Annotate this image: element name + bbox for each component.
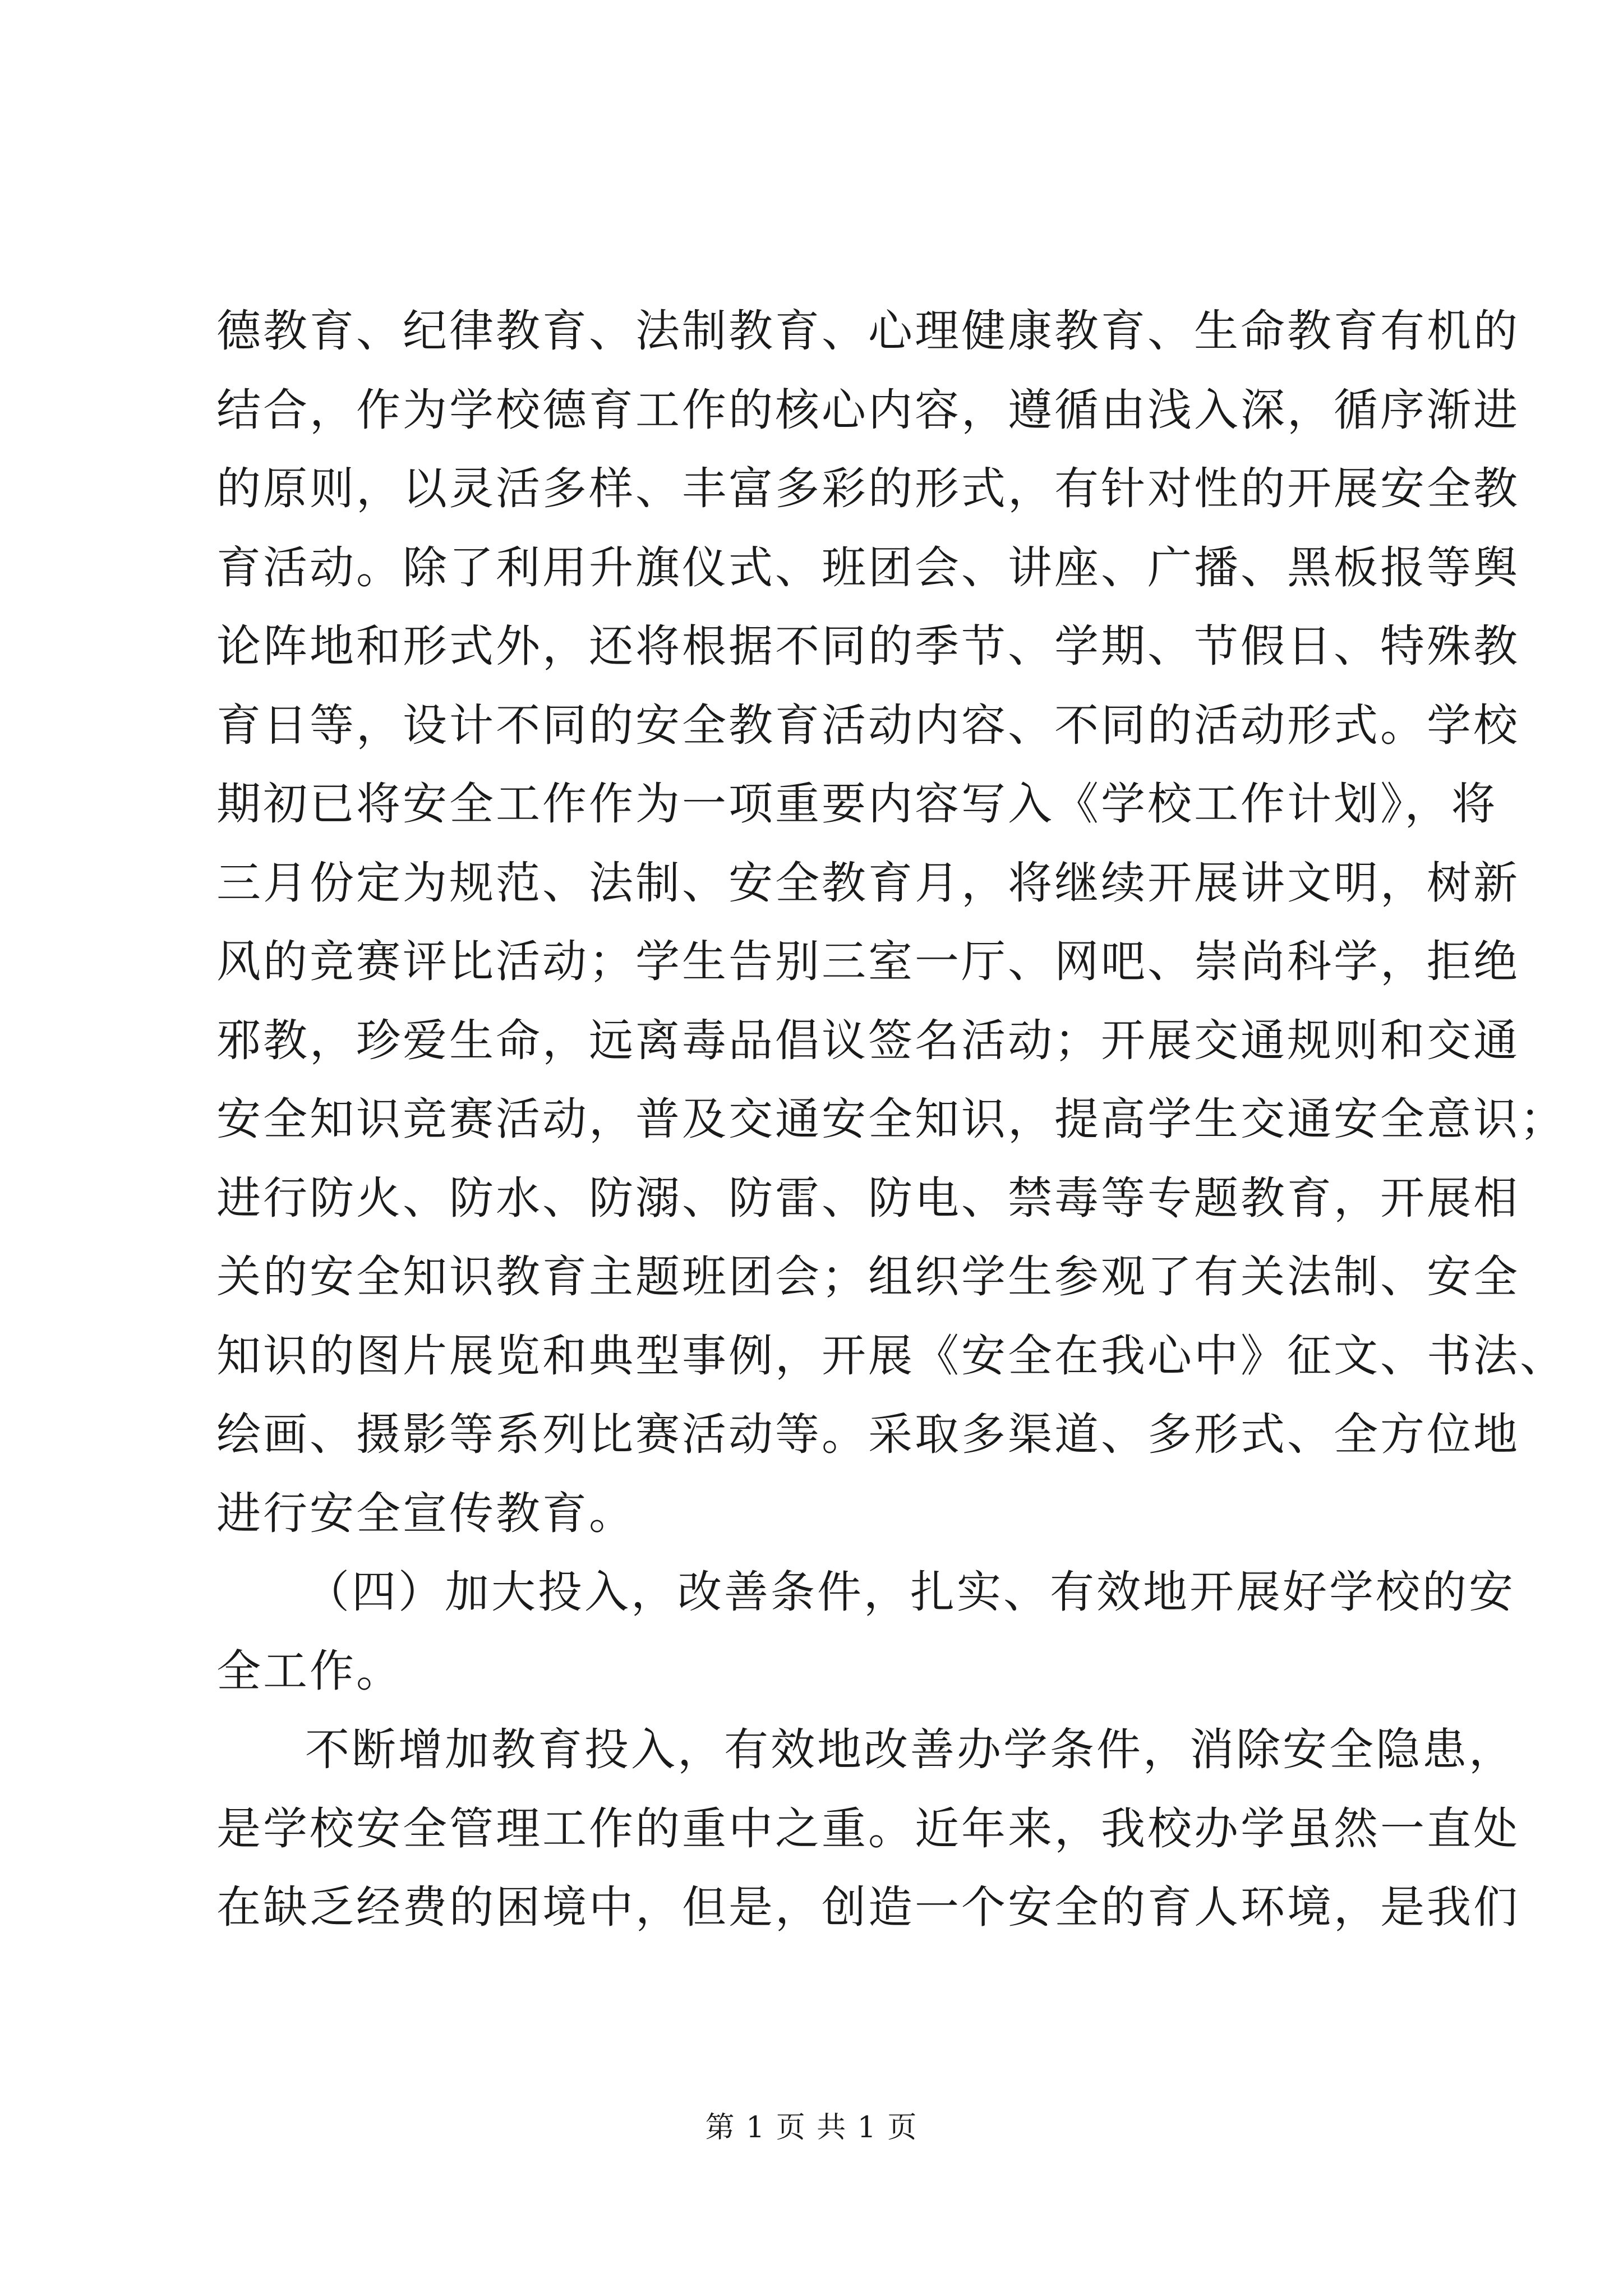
heading-line: （四）加大投入，改善条件，扎实、有效地开展好学校的安 xyxy=(305,1566,1515,1618)
text-line: 知识的图片展览和典型事例，开展《安全在我心中》征文、书法、 xyxy=(216,1329,1566,1382)
text-line: 的原则，以灵活多样、丰富多彩的形式，有针对性的开展安全教 xyxy=(216,463,1520,514)
text-line: 不断增加教育投入，有效地改善办学条件，消除安全隐患， xyxy=(305,1724,1515,1775)
text-line: 风的竞赛评比活动；学生告别三室一厅、网吧、崇尚科学，拒绝 xyxy=(216,936,1520,987)
text-line: 结合，作为学校德育工作的核心内容，遵循由浅入深，循序渐进 xyxy=(216,384,1520,436)
paragraph-safety-education xyxy=(216,292,1566,1553)
text-line: 邪教，珍爱生命，远离毒品倡议签名活动；开展交通规则和交通 xyxy=(216,1014,1520,1066)
text-line: 论阵地和形式外，还将根据不同的季节、学期、节假日、特殊教 xyxy=(216,620,1520,672)
text-line: 育活动。除了利用升旗仪式、班团会、讲座、广播、黑板报等舆 xyxy=(216,541,1520,593)
text-line: 关的安全知识教育主题班团会；组织学生参观了有关法制、安全 xyxy=(216,1251,1520,1303)
text-line: 是学校安全管理工作的重中之重。近年来，我校办学虽然一直处 xyxy=(216,1802,1520,1855)
text-line: 安全知识竞赛活动，普及交通安全知识，提高学生交通安全意识； xyxy=(216,1093,1566,1145)
page-number-footer: 第 1 页 共 1 页 xyxy=(705,2111,918,2145)
text-line: 在缺乏经费的困境中，但是，创造一个安全的育人环境，是我们 xyxy=(216,1881,1520,1933)
section-heading-four xyxy=(216,1553,1515,1710)
text-line: 进行安全宣传教育。 xyxy=(216,1487,635,1539)
document-body xyxy=(216,292,1566,1947)
text-line: 期初已将安全工作作为一项重要内容写入《学校工作计划》，将 xyxy=(216,778,1498,830)
paragraph-investment xyxy=(216,1710,1520,1947)
text-line: 绘画、摄影等系列比赛活动等。采取多渠道、多形式、全方位地 xyxy=(216,1409,1520,1460)
heading-line: 全工作。 xyxy=(216,1645,403,1697)
text-line: 育日等，设计不同的安全教育活动内容、不同的活动形式。学校 xyxy=(216,699,1520,751)
text-line: 进行防火、防水、防溺、防雷、防电、禁毒等专题教育，开展相 xyxy=(216,1172,1520,1224)
text-line: 三月份定为规范、法制、安全教育月，将继续开展讲文明，树新 xyxy=(216,857,1520,909)
text-line: 德教育、纪律教育、法制教育、心理健康教育、生命教育有机的 xyxy=(216,305,1520,357)
